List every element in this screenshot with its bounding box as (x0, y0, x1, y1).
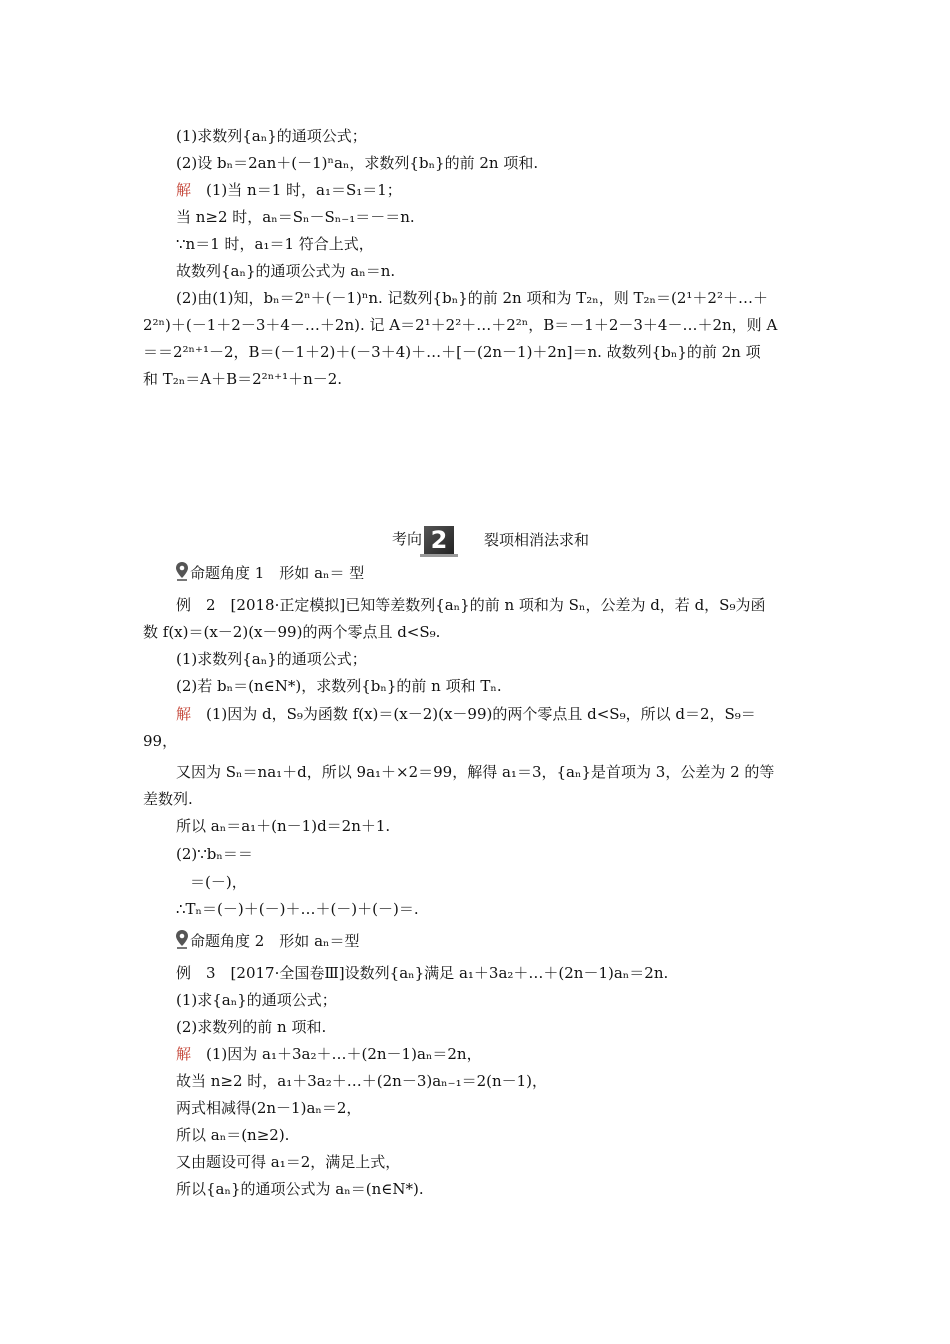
line-text: 所以 aₙ＝(n≥2). (176, 1126, 290, 1144)
line-text: 故数列{aₙ}的通项公式为 aₙ＝n. (176, 262, 396, 280)
section-title: 裂项相消法求和 (484, 531, 590, 549)
line-text: 99， (143, 732, 178, 750)
line-text: (2)由(1)知，bₙ＝2ⁿ＋(－1)ⁿn. 记数列{bₙ}的前 2n 项和为 T₂ₙ，则 T₂ₙ＝(2¹＋2²＋…＋ (176, 289, 768, 307)
line-text: 数 f(x)＝(x－2)(x－99)的两个零点且 d<S₉. (143, 623, 441, 641)
line-text: (1)当 n＝1 时，a₁＝S₁＝1； (191, 181, 402, 199)
text-line (176, 649, 367, 669)
text-line (176, 762, 774, 782)
text-line (176, 180, 402, 200)
text-line (143, 369, 342, 389)
text-line (176, 153, 538, 173)
solution-label: 解 (176, 181, 192, 199)
solution-label: 解 (176, 1045, 192, 1063)
line-text: 例 3 [2017·全国卷Ⅲ]设数列{aₙ}满足 a₁＋3a₂＋…＋(2n－1)aₙ＝2n. (176, 964, 669, 982)
text-line (176, 126, 367, 146)
line-text: 又因为 Sₙ＝na₁＋d，所以 9a₁＋×2＝99，解得 a₁＝3，{aₙ}是首项为 3，公差为 2 的等 (176, 763, 775, 781)
line-text: 又由题设可得 a₁＝2，满足上式， (176, 1153, 401, 1171)
topic-angle-1-text: 命题角度 1 形如 aₙ＝ 型 (190, 564, 365, 582)
text-line (176, 676, 502, 696)
text-line (176, 1152, 400, 1172)
text-line (176, 1044, 482, 1064)
line-text: 所以 aₙ＝a₁＋(n－1)d＝2n＋1. (176, 817, 391, 835)
section-label: 考向 (392, 530, 423, 548)
text-line (176, 899, 419, 919)
line-text: (1)求{aₙ}的通项公式； (176, 991, 337, 1009)
text-line (176, 1179, 424, 1199)
line-text: 差数列. (143, 790, 193, 808)
text-line (143, 789, 193, 809)
text-line (176, 990, 337, 1010)
text-line (176, 288, 768, 308)
line-text: ∵n＝1 时，a₁＝1 符合上式， (176, 235, 374, 253)
text-line (176, 1017, 326, 1037)
location-pin-icon (176, 930, 188, 950)
line-text: (2)若 bₙ＝(n∈N*)，求数列{bₙ}的前 n 项和 Tₙ. (176, 677, 502, 695)
text-line (176, 844, 253, 864)
line-text: (1)求数列{aₙ}的通项公式； (176, 650, 367, 668)
line-text: 例 2 [2018·正定模拟]已知等差数列{aₙ}的前 n 项和为 Sₙ，公差为 d，若 d，S₉为函 (176, 596, 766, 614)
location-pin-icon (176, 562, 188, 582)
text-line (190, 872, 247, 892)
section-heading (392, 524, 589, 554)
text-line (176, 261, 395, 281)
text-line (176, 1125, 289, 1145)
line-text: (1)因为 a₁＋3a₂＋…＋(2n－1)aₙ＝2n， (191, 1045, 482, 1063)
text-line (176, 963, 668, 983)
line-text: 所以{aₙ}的通项公式为 aₙ＝(n∈N*). (176, 1180, 424, 1198)
line-text: (1)因为 d，S₉为函数 f(x)＝(x－2)(x－99)的两个零点且 d<S₉，所以 d＝2，S₉＝ (191, 705, 756, 723)
text-line (176, 234, 374, 254)
topic-angle-2-text: 命题角度 2 形如 aₙ＝型 (190, 932, 360, 950)
line-text: 故当 n≥2 时，a₁＋3a₂＋…＋(2n－3)aₙ₋₁＝2(n－1)， (176, 1072, 548, 1090)
line-text: (2)∵bₙ＝＝ (176, 845, 253, 863)
line-text: (2)求数列的前 n 项和. (176, 1018, 327, 1036)
text-line (176, 207, 415, 227)
line-text: (1)求数列{aₙ}的通项公式； (176, 127, 367, 145)
text-line (176, 816, 390, 836)
text-line (176, 1071, 547, 1091)
line-text: ＝＝2²ⁿ⁺¹－2，B＝(－1＋2)＋(－3＋4)＋…＋[－(2n－1)＋2n]＝n. 故数列{bₙ}的前 2n 项 (143, 343, 761, 361)
section-number-badge: 2 (424, 526, 454, 554)
text-line (143, 731, 177, 751)
text-line (143, 622, 440, 642)
text-line (143, 342, 761, 362)
text-line (176, 595, 765, 615)
text-line (143, 315, 777, 335)
solution-label: 解 (176, 705, 192, 723)
line-text: ＝(－)， (190, 873, 247, 891)
line-text: (2)设 bₙ＝2an＋(－1)ⁿaₙ，求数列{bₙ}的前 2n 项和. (176, 154, 539, 172)
line-text: 当 n≥2 时，aₙ＝Sₙ－Sₙ₋₁＝－＝n. (176, 208, 415, 226)
line-text: 两式相减得(2n－1)aₙ＝2， (176, 1099, 362, 1117)
text-line (176, 1098, 361, 1118)
line-text: 2²ⁿ)＋(－1＋2－3＋4－…＋2n). 记 A＝2¹＋2²＋…＋2²ⁿ，B＝－1＋2－3＋4－…＋2n，则 A (143, 316, 778, 334)
topic-angle-1 (176, 562, 364, 584)
topic-angle-2 (176, 930, 360, 952)
text-line (176, 704, 756, 724)
line-text: ∴Tₙ＝(－)＋(－)＋…＋(－)＋(－)＝. (176, 900, 419, 918)
line-text: 和 T₂ₙ＝A＋B＝2²ⁿ⁺¹＋n－2. (143, 370, 343, 388)
